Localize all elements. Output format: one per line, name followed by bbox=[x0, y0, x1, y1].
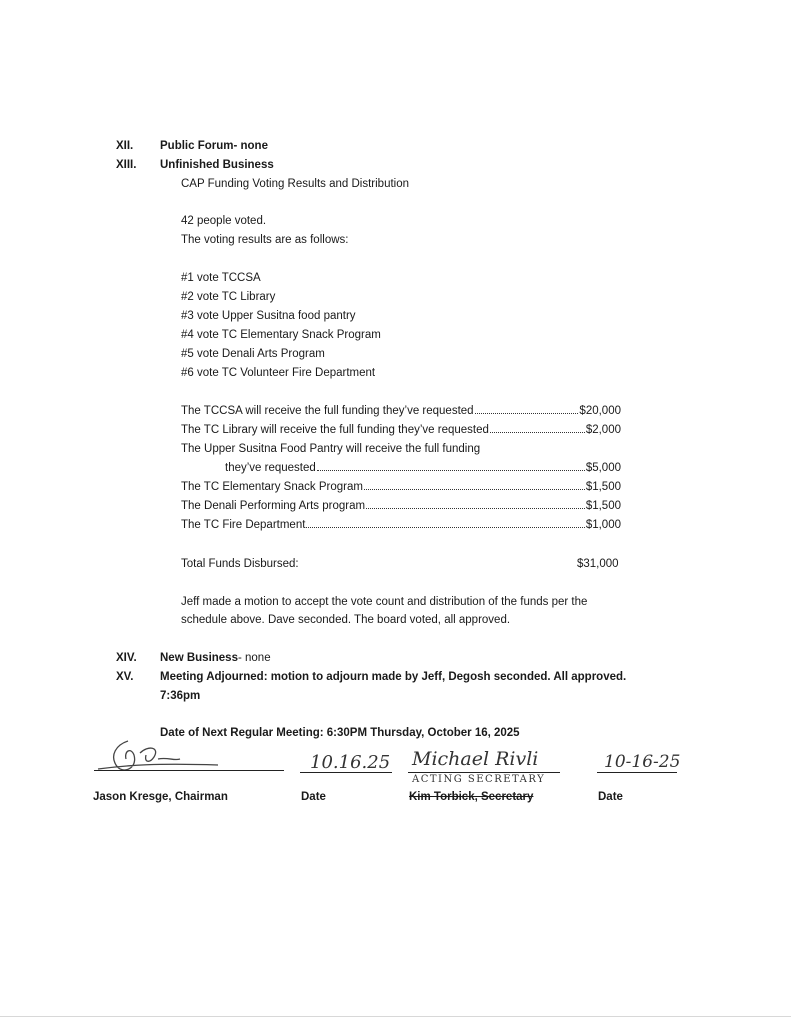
secretary-date-handwritten: 10-16-25 bbox=[604, 752, 681, 772]
section-title-new-business: New Business bbox=[160, 652, 238, 664]
total-label: Total Funds Disbursed: bbox=[181, 558, 299, 570]
leader-dots bbox=[364, 489, 585, 490]
secretary-name: Kim Torbick, Secretary bbox=[409, 791, 534, 803]
funding-amount: $1,500 bbox=[585, 481, 621, 493]
cap-heading: CAP Funding Voting Results and Distribution bbox=[181, 178, 410, 190]
vote-item: #5 vote Denali Arts Program bbox=[181, 348, 325, 360]
funding-row bbox=[181, 405, 621, 417]
vote-item: #4 vote TC Elementary Snack Program bbox=[181, 329, 381, 341]
chairman-date-handwritten: 10.16.25 bbox=[310, 752, 391, 773]
section-number-xv: XV. bbox=[116, 671, 134, 683]
vote-item: #2 vote TC Library bbox=[181, 291, 276, 303]
adjourn-time: 7:36pm bbox=[160, 690, 201, 702]
section-title-public-forum: Public Forum- none bbox=[160, 140, 268, 152]
funding-row bbox=[181, 519, 621, 531]
scan-edge-divider bbox=[0, 1016, 791, 1017]
section-title-unfinished-business: Unfinished Business bbox=[160, 159, 274, 171]
secretary-signature-handwritten: Michael Rivli bbox=[412, 748, 539, 770]
section-number-xiv: XIV. bbox=[116, 652, 137, 664]
funding-label: The TC Fire Department bbox=[181, 519, 306, 531]
funding-row bbox=[181, 500, 621, 512]
funding-label-continued: they’ve requested bbox=[225, 462, 316, 474]
funding-row bbox=[181, 424, 621, 436]
funding-amount: $20,000 bbox=[579, 405, 621, 417]
funding-row bbox=[181, 481, 621, 493]
vote-item: #3 vote Upper Susitna food pantry bbox=[181, 310, 356, 322]
chairman-date-line bbox=[300, 772, 392, 773]
section-xiv-suffix: - none bbox=[237, 652, 271, 664]
funding-amount: $5,000 bbox=[585, 462, 621, 474]
secretary-date-label: Date bbox=[598, 791, 623, 803]
vote-item: #6 vote TC Volunteer Fire Department bbox=[181, 367, 376, 379]
acting-secretary-handwritten: ACTING SECRETARY bbox=[412, 774, 546, 785]
people-voted: 42 people voted. bbox=[181, 215, 267, 227]
funding-amount: $1,500 bbox=[585, 500, 621, 512]
funding-label: The TC Elementary Snack Program bbox=[181, 481, 363, 493]
funding-label: The TCCSA will receive the full funding they’ve requested bbox=[181, 405, 474, 417]
section-number-xiii: XIII. bbox=[116, 159, 137, 171]
leader-dots bbox=[366, 508, 585, 509]
funding-label: The TC Library will receive the full funding they’ve requested bbox=[181, 424, 489, 436]
funding-row bbox=[225, 462, 621, 474]
secretary-signature-line bbox=[408, 772, 560, 773]
funding-amount: $1,000 bbox=[585, 519, 621, 531]
section-xiv-line bbox=[160, 652, 271, 664]
motion-text-line: schedule above. Dave seconded. The board voted, all approved. bbox=[181, 614, 511, 626]
motion-text-line: Jeff made a motion to accept the vote count and distribution of the funds per the bbox=[181, 596, 588, 608]
funding-label: The Upper Susitna Food Pantry will receive the full funding bbox=[181, 443, 481, 455]
section-number-xii: XII. bbox=[116, 140, 134, 152]
results-intro: The voting results are as follows: bbox=[181, 234, 349, 246]
section-title-meeting-adjourned: Meeting Adjourned: motion to adjourn made by Jeff, Degosh seconded. All approved. bbox=[160, 671, 627, 683]
leader-dots bbox=[317, 470, 585, 471]
next-meeting: Date of Next Regular Meeting: 6:30PM Thursday, October 16, 2025 bbox=[160, 727, 520, 739]
chairman-date-label: Date bbox=[301, 791, 326, 803]
leader-dots bbox=[490, 432, 585, 433]
total-amount: $31,000 bbox=[577, 558, 619, 570]
funding-amount: $2,000 bbox=[585, 424, 621, 436]
chairman-signature-graphic bbox=[88, 735, 228, 781]
secretary-date-line bbox=[597, 772, 677, 773]
leader-dots bbox=[306, 527, 584, 528]
vote-item: #1 vote TCCSA bbox=[181, 272, 261, 284]
funding-label: The Denali Performing Arts program bbox=[181, 500, 366, 512]
chairman-name: Jason Kresge, Chairman bbox=[93, 791, 228, 803]
chairman-signature-line bbox=[94, 770, 284, 771]
leader-dots bbox=[475, 413, 579, 414]
